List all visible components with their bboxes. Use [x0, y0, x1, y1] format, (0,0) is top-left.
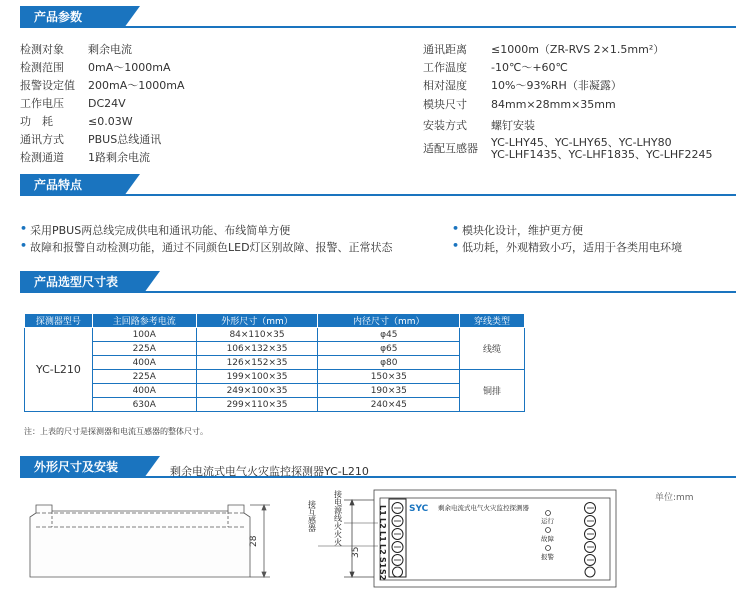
spec-label: 适配互感器	[423, 142, 478, 155]
led-alarm-icon	[546, 546, 551, 551]
spec-label: 检测对象	[20, 43, 64, 56]
spec-value: 1路剩余电流	[88, 151, 150, 164]
inner-size-cell: 150×35	[318, 370, 460, 384]
terminal-label: L2	[378, 518, 387, 529]
table-header: 内径尺寸（mm）	[318, 314, 460, 328]
wire-type-cell: 铜排	[460, 370, 525, 412]
height-dim-label: 28	[249, 535, 259, 547]
spec-label: 工作温度	[423, 61, 467, 74]
bullet-icon: •	[20, 222, 28, 235]
spec-value: ≤1000m（ZR-RVS 2×1.5mm²）	[491, 43, 665, 56]
depth-dim-label: 35	[351, 546, 361, 558]
feature-text: 采用PBUS两总线完成供电和通讯功能、布线简单方便	[30, 224, 291, 237]
led-label: 故障	[541, 535, 554, 543]
section-title-dimensions: 外形尺寸及安装	[20, 456, 144, 478]
inner-size-cell: 240×45	[318, 398, 460, 412]
spec-value: 10%～93%RH（非凝露）	[491, 79, 622, 92]
spec-value: DC24V	[88, 97, 126, 110]
spec-value: 200mA～1000mA	[88, 79, 185, 92]
spec-value: 螺钉安装	[491, 119, 535, 132]
spec-value: 84mm×28mm×35mm	[491, 98, 616, 111]
section-title-features: 产品特点	[20, 174, 124, 196]
outer-size-cell: 84×110×35	[196, 328, 318, 342]
spec-value: YC-LHY45、YC-LHY65、YC-LHY80	[491, 136, 672, 149]
spec-label: 工作电压	[20, 97, 64, 110]
table-header: 外形尺寸（mm）	[196, 314, 318, 328]
bullet-icon: •	[20, 239, 28, 252]
section-title-selection: 产品选型尺寸表	[20, 271, 144, 293]
product-title-label: 剩余电流式电气火灾监控探测器	[438, 504, 529, 512]
current-cell: 400A	[92, 356, 196, 370]
screw-icon	[585, 567, 595, 577]
section-title-params: 产品参数	[20, 6, 124, 28]
inner-size-cell: φ65	[318, 342, 460, 356]
spec-value-continued: YC-LHF1435、YC-LHF1835、YC-LHF2245	[491, 148, 713, 161]
vertical-label-power: 接电源线火火火	[333, 490, 343, 546]
leader-lines	[318, 523, 378, 546]
terminal-label: L2	[378, 544, 387, 555]
outer-size-cell: 249×100×35	[196, 384, 318, 398]
drawing-caption: 剩余电流式电气火灾监控探测器YC-L210	[170, 465, 369, 478]
current-cell: 225A	[92, 342, 196, 356]
outer-size-cell: 199×100×35	[196, 370, 318, 384]
spec-label: 功 耗	[20, 115, 53, 128]
inner-size-cell: φ45	[318, 328, 460, 342]
led-label: 运行	[541, 517, 554, 525]
current-cell: 400A	[92, 384, 196, 398]
spec-label: 检测通道	[20, 151, 64, 164]
bullet-icon: •	[452, 239, 460, 252]
spec-value: PBUS总线通讯	[88, 133, 162, 146]
outer-size-cell: 126×152×35	[196, 356, 318, 370]
table-header: 穿线类型	[460, 314, 525, 328]
spec-value: -10℃～+60℃	[491, 61, 568, 74]
spec-label: 安装方式	[423, 119, 467, 132]
model-cell: YC-L210	[25, 328, 93, 412]
feature-text: 低功耗，外观精致小巧，适用于各类用电环境	[462, 241, 682, 254]
spec-value: ≤0.03W	[88, 115, 133, 128]
terminal-label: S1	[378, 557, 387, 569]
feature-text: 故障和报警自动检测功能，通过不同颜色LED灯区别故障、报警、正常状态	[30, 241, 393, 254]
table-note: 注：上表的尺寸是探测器和电流互感器的整体尺寸。	[24, 427, 208, 436]
spec-label: 模块尺寸	[423, 98, 467, 111]
outer-size-cell: 106×132×35	[196, 342, 318, 356]
unit-label: 单位:mm	[655, 493, 694, 503]
spec-label: 相对湿度	[423, 79, 467, 92]
terminal-label: L1	[378, 505, 387, 516]
led-fault-icon	[546, 528, 551, 533]
inner-size-cell: φ80	[318, 356, 460, 370]
feature-text: 模块化设计，维护更方便	[462, 224, 583, 237]
screw-icon	[393, 567, 403, 577]
table-header: 主回路参考电流	[92, 314, 196, 328]
current-cell: 630A	[92, 398, 196, 412]
led-label: 报警	[541, 553, 554, 561]
spec-value: 剩余电流	[88, 43, 132, 56]
table-header: 探测器型号	[25, 314, 93, 328]
bullet-icon: •	[452, 222, 460, 235]
inner-size-cell: 190×35	[318, 384, 460, 398]
current-cell: 100A	[92, 328, 196, 342]
spec-value: 0mA～1000mA	[88, 61, 171, 74]
outer-size-cell: 299×110×35	[196, 398, 318, 412]
vertical-label-ct: 接互感器	[307, 500, 317, 532]
current-cell: 225A	[92, 370, 196, 384]
side-view-drawing	[30, 505, 270, 577]
brand-logo: SYC	[409, 504, 429, 514]
terminal-label: S2	[378, 569, 387, 581]
terminal-label: L1	[378, 531, 387, 542]
spec-label: 通讯距离	[423, 43, 467, 56]
wire-type-cell: 线缆	[460, 328, 525, 370]
led-run-icon	[546, 511, 551, 516]
spec-label: 通讯方式	[20, 133, 64, 146]
spec-label: 检测范围	[20, 61, 64, 74]
spec-label: 报警设定值	[20, 79, 75, 92]
